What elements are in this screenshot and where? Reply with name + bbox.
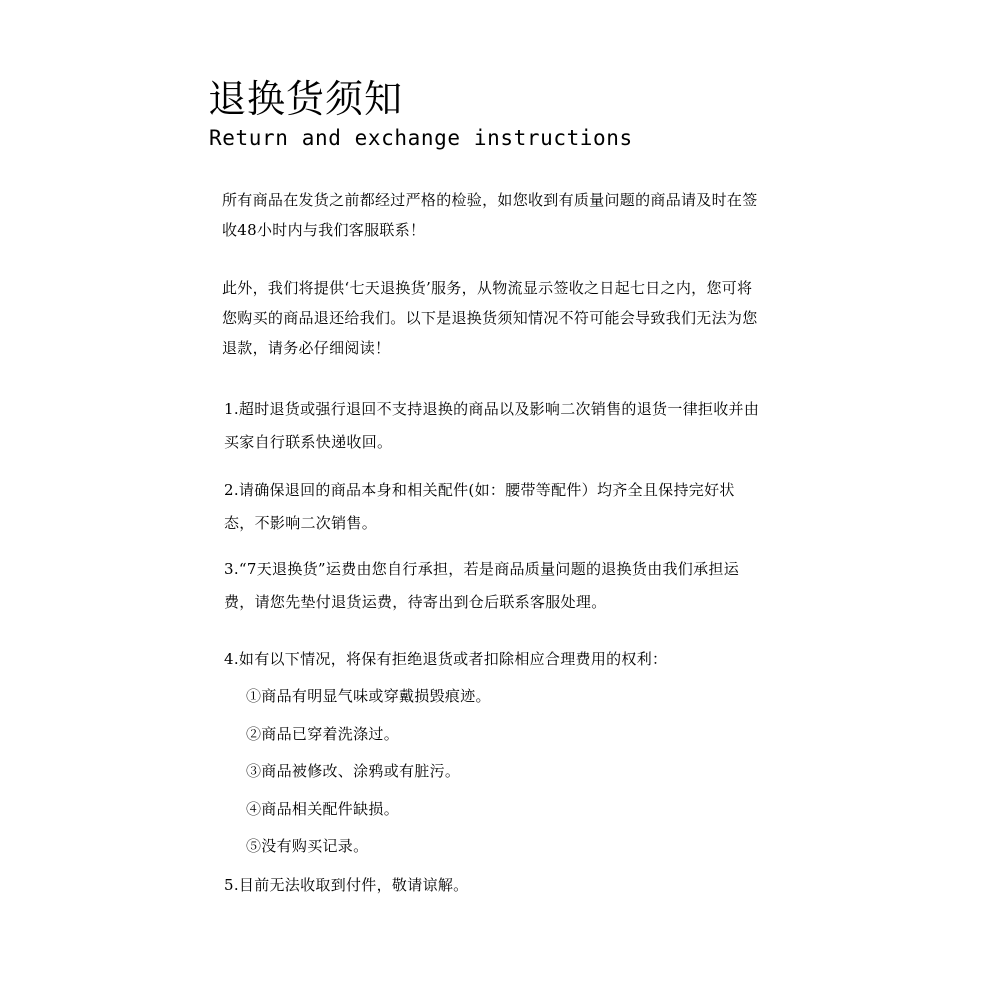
rule-item-1: 1.超时退货或强行退回不支持退换的商品以及影响二次销售的退货一律拒收并由买家自行联系快递收回。 [224,400,760,451]
sub-item-missing-accessories: ④商品相关配件缺损。 [246,799,400,818]
page-title: 退换货须知 [208,77,404,121]
sub-item-no-purchase-record: ⑤没有购买记录。 [246,837,369,855]
sub-item-modified-dirty: ③商品被修改、涂鸦或有脏污。 [246,762,461,780]
rule-item-3: 3.“7天退换货”运费由您自行承担，若是商品质量问题的退换货由我们承担运费，请您先垫付退货运费，待寄出到仓后联系客服处理。 [224,560,739,611]
sub-item-washed: ②商品已穿着洗涤过。 [246,724,400,743]
rule-item-4: 4.如有以下情况，将保有拒绝退货或者扣除相应合理费用的权利： [224,650,668,668]
intro-paragraph-seven-day: 此外，我们将提供‘七天退换货’服务，从物流显示签收之日起七日之内，您可将您购买的商品退还给我们。以下是退换货须知情况不符可能会导致我们无法为您退款，请务必仔细阅读！ [222,279,758,357]
intro-paragraph-quality: 所有商品在发货之前都经过严格的检验，如您收到有质量问题的商品请及时在签收48小时内与我们客服联系！ [222,191,758,239]
sub-item-odor-damage: ①商品有明显气味或穿戴损毁痕迹。 [246,687,491,705]
rule-4-sub-list [246,680,491,868]
rule-item-5: 5.目前无法收取到付件，敬请谅解。 [224,876,469,894]
page-subtitle-english: Return and exchange instructions [209,126,633,150]
rule-item-2: 2.请确保退回的商品本身和相关配件(如：腰带等配件）均齐全且保持完好状态，不影响二次销售。 [224,481,735,532]
